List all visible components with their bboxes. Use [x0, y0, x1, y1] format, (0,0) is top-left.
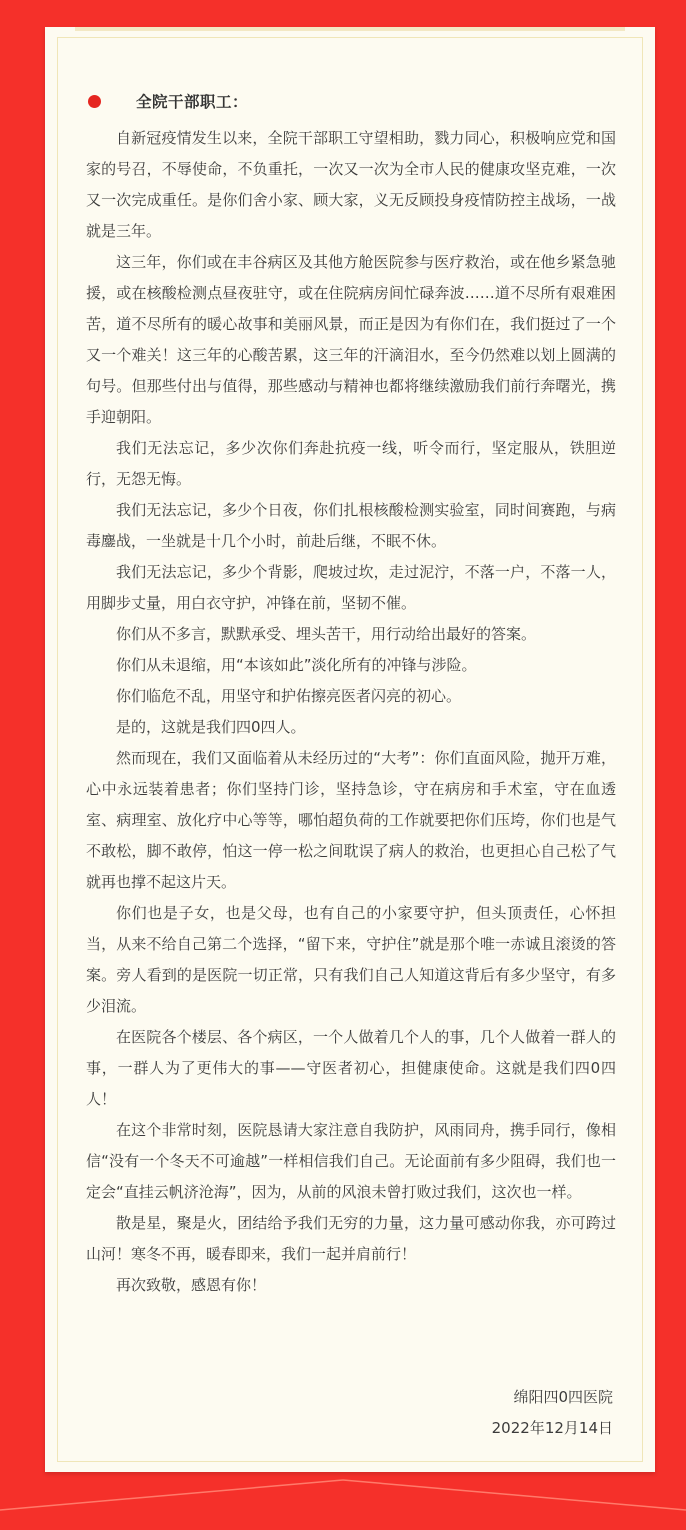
paragraph-9: 是的，这就是我们四0四人。 — [116, 718, 306, 736]
bottom-decorative-lines — [0, 1470, 686, 1530]
paragraph-6: 你们从不多言，默默承受、埋头苦干，用行动给出最好的答案。 — [116, 625, 537, 643]
paragraph-14: 散是星，聚是火，团结给予我们无穷的力量，这力量可感动你我，亦可跨过山河！寒冬不再，暖春即来，我们一起并肩前行！ — [86, 1214, 616, 1263]
greeting-text: 全院干部职工： — [136, 93, 249, 111]
signature-date: 2022年12月14日 — [491, 1419, 613, 1437]
card-top-stripe — [75, 27, 625, 31]
paragraph-13: 在这个非常时刻，医院恳请大家注意自我防护，风雨同舟，携手同行，像相信“没有一个冬天不可逾越”一样相信我们自己。无论面前有多少阻碍，我们也一定会“直挂云帆济沧海”，因为，从前的风浪未曾打败过我们，这次也一样。 — [86, 1121, 616, 1201]
paragraph-1: 自新冠疫情发生以来，全院干部职工守望相助，戮力同心，积极响应党和国家的号召，不辱使命，不负重托，一次又一次为全市人民的健康攻坚克难，一次又一次完成重任。是你们舍小家、顾大家，义无反顾投身疫情防控主战场，一战就是三年。 — [86, 129, 616, 240]
red-dot-icon — [88, 95, 101, 108]
letter-body — [86, 123, 616, 1301]
paragraph-11: 你们也是子女，也是父母，也有自己的小家要守护，但头顶责任，心怀担当，从来不给自己第二个选择，“留下来，守护住”就是那个唯一赤诚且滚烫的答案。旁人看到的是医院一切正常，只有我们自己人知道这背后有多少坚守，有多少泪流。 — [86, 904, 616, 1015]
greeting-line — [88, 90, 248, 112]
paragraph-7: 你们从未退缩，用“本该如此”淡化所有的冲锋与涉险。 — [116, 656, 477, 674]
paragraph-2: 这三年，你们或在丰谷病区及其他方舱医院参与医疗救治，或在他乡紧急驰援，或在核酸检测点昼夜驻守，或在住院病房间忙碌奔波……道不尽所有艰难困苦，道不尽所有的暖心故事和美丽风景，而正是因为有你们在，我们挺过了一个又一个难关！这三年的心酸苦累，这三年的汗滴泪水，至今仍然难以划上圆满的句号。但那些付出与值得，那些感动与精神也都将继续激励我们前行奔曙光，携手迎朝阳。 — [86, 253, 616, 426]
paragraph-5: 我们无法忘记，多少个背影，爬坡过坎，走过泥泞，不落一户，不落一人，用脚步丈量，用白衣守护，冲锋在前，坚韧不催。 — [86, 563, 616, 612]
paragraph-10: 然而现在，我们又面临着从未经历过的“大考”：你们直面风险，抛开万难，心中永远装着患者；你们坚持门诊，坚持急诊，守在病房和手术室，守在血透室、病理室、放化疗中心等等，哪怕超负荷的工作就要把你们压垮，你们也是气不敢松，脚不敢停，怕这一停一松之间耽误了病人的救治，也更担心自己松了气就再也撑不起这片天。 — [86, 749, 616, 891]
paragraph-12: 在医院各个楼层、各个病区，一个人做着几个人的事，几个人做着一群人的事，一群人为了更伟大的事——守医者初心，担健康使命。这就是我们四0四人！ — [86, 1028, 616, 1108]
paragraph-4: 我们无法忘记，多少个日夜，你们扎根核酸检测实验室，同时间赛跑，与病毒鏖战，一坐就是十几个小时，前赴后继，不眠不休。 — [86, 501, 616, 550]
letter-card — [45, 27, 655, 1472]
signature-org: 绵阳四0四医院 — [513, 1388, 613, 1406]
paragraph-3: 我们无法忘记，多少次你们奔赴抗疫一线，听令而行，坚定服从，铁胆逆行，无怨无悔。 — [86, 439, 616, 488]
paragraph-8: 你们临危不乱，用坚守和护佑擦亮医者闪亮的初心。 — [116, 687, 462, 705]
signature-block — [492, 1382, 613, 1444]
paragraph-15: 再次致敬，感恩有你！ — [116, 1276, 267, 1294]
